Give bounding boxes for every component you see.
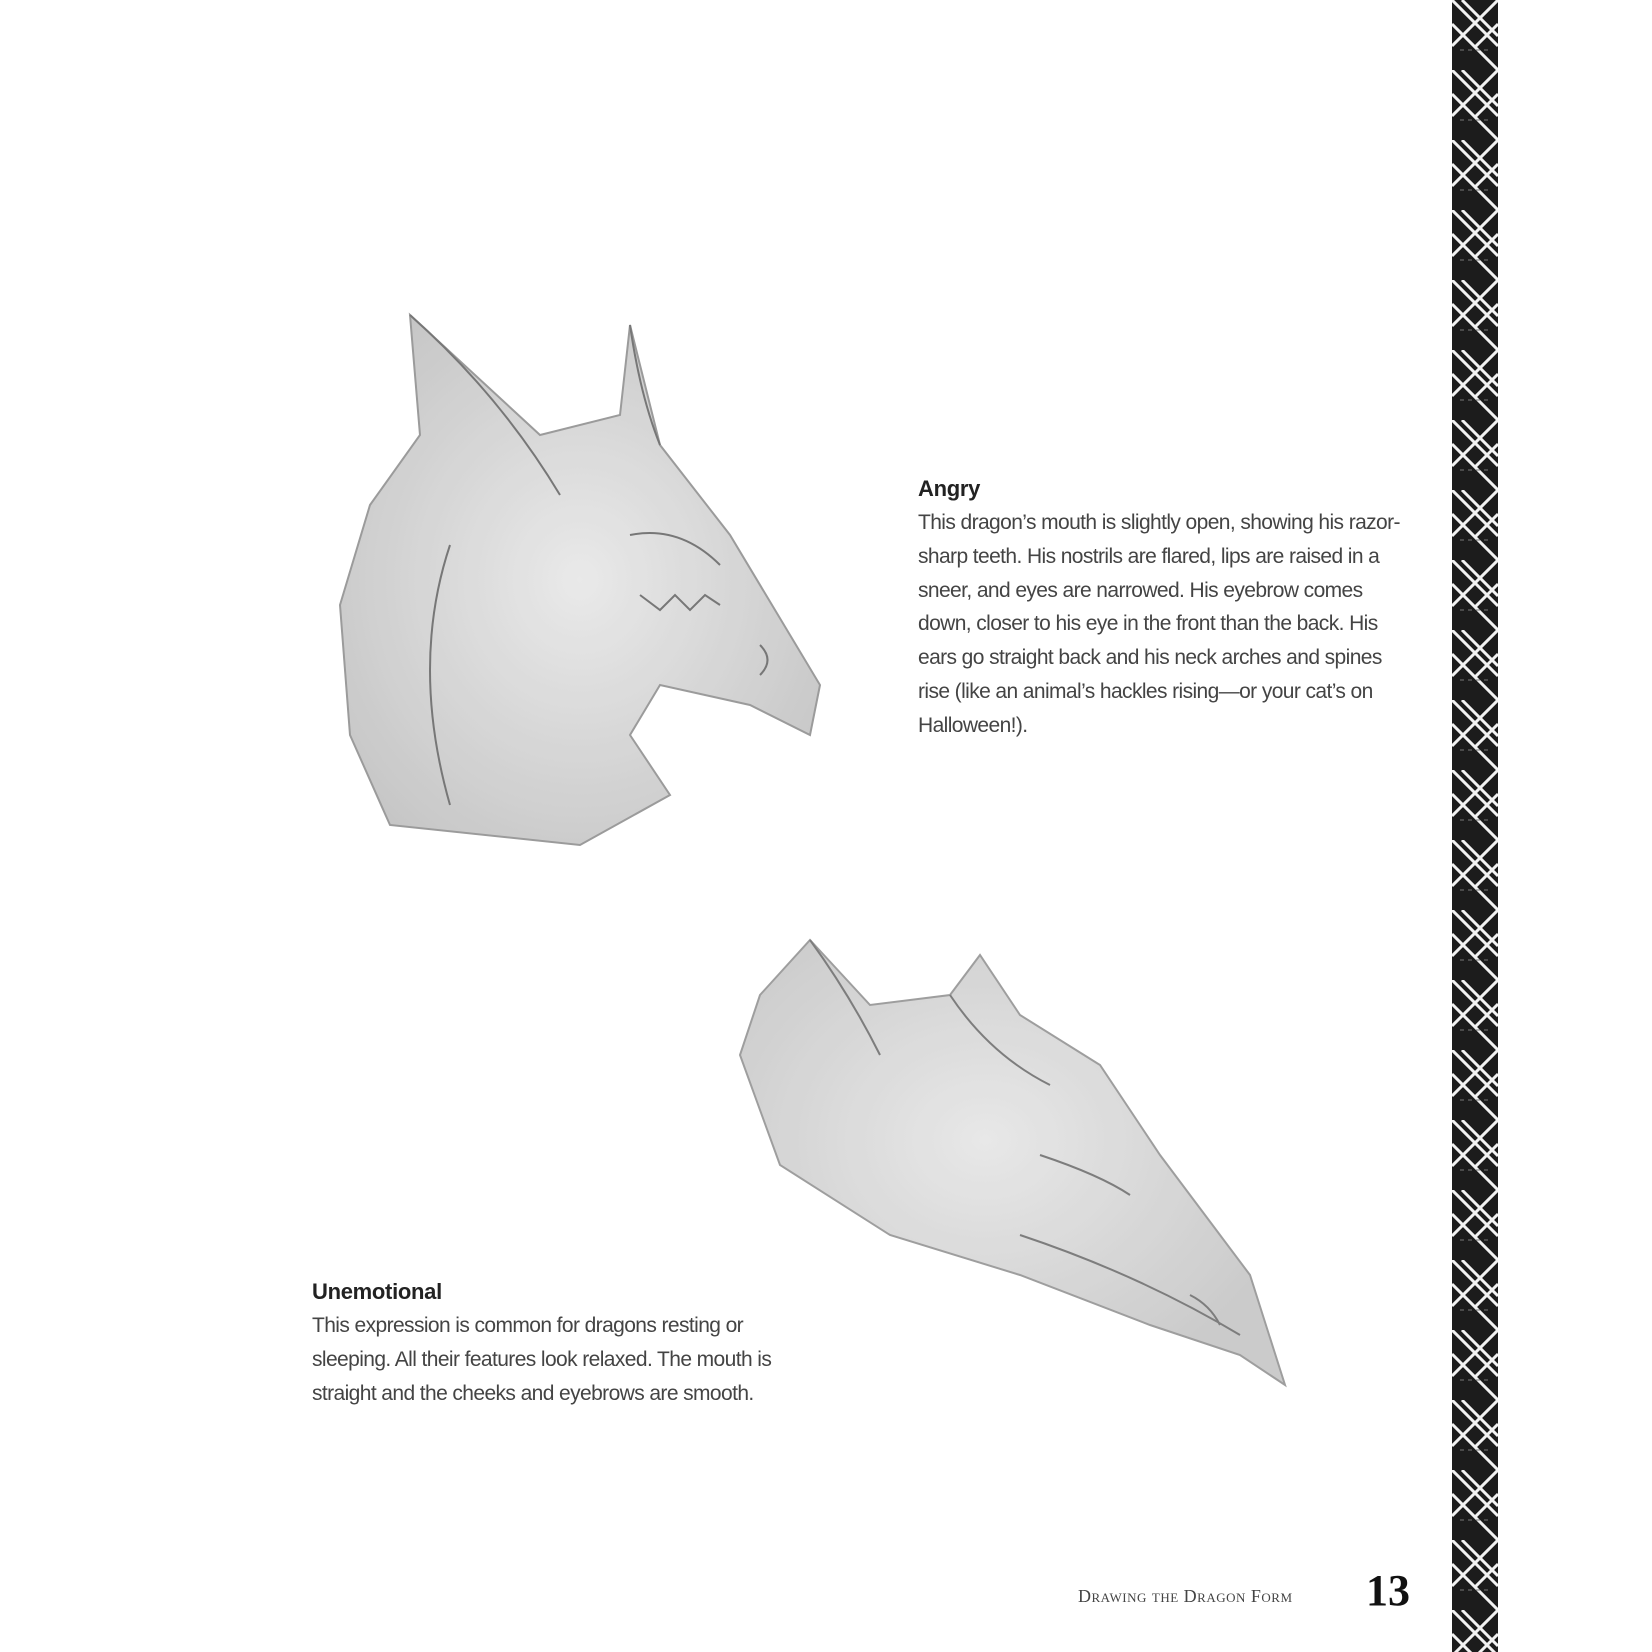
page-number: 13: [1366, 1566, 1410, 1615]
angry-description: This dragon’s mouth is slightly open, showing his razor-sharp teeth. His nostrils are flared, lips are raised in a sneer, and eyes are narrowed. His eyebrow comes down, closer to his eye in the front than the back. His ears go straight back and his neck arches and spines rise (like an animal’s hackles rising—or your cat’s on Halloween!).: [918, 511, 1400, 737]
unemotional-caption: [312, 1279, 792, 1410]
running-title: Drawing the Dragon Form: [1078, 1586, 1293, 1606]
lattice-pattern-icon: [1452, 0, 1498, 1652]
angry-caption: [918, 476, 1418, 743]
unemotional-heading: Unemotional: [312, 1279, 442, 1304]
unemotional-dragon-illustration: [720, 935, 1300, 1410]
unemotional-description: This expression is common for dragons resting or sleeping. All their features look relaxed. The mouth is straight and the cheeks and eyebrows are smooth.: [312, 1314, 772, 1405]
angry-dragon-illustration: [330, 305, 860, 855]
decorative-border: [1452, 0, 1498, 1652]
angry-heading: Angry: [918, 476, 981, 501]
